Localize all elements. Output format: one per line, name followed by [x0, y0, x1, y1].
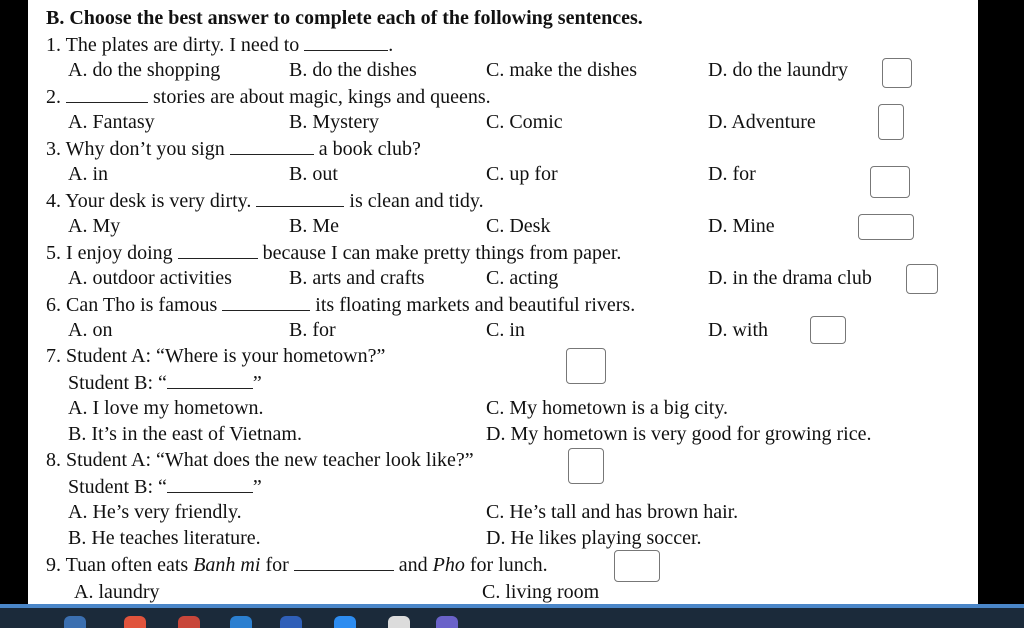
q6-option-a[interactable]: A. on	[68, 319, 113, 341]
answer-blank	[222, 292, 310, 311]
question-3: 3. Why don’t you sign a book club?	[46, 138, 421, 160]
q3-option-b[interactable]: B. out	[289, 163, 338, 185]
q1-option-b[interactable]: B. do the dishes	[289, 59, 417, 81]
question-6: 6. Can Tho is famous its floating markets and beautiful rivers.	[46, 294, 636, 316]
answer-blank	[304, 32, 388, 51]
q5-option-c[interactable]: C. acting	[486, 267, 559, 289]
q7-option-b[interactable]: B. It’s in the east of Vietnam.	[68, 423, 302, 445]
q6-option-d[interactable]: D. with	[708, 319, 768, 341]
app-icon[interactable]	[178, 616, 200, 628]
q4-option-c[interactable]: C. Desk	[486, 215, 551, 237]
question-7: 7. Student A: “Where is your hometown?”	[46, 345, 386, 367]
answer-blank	[66, 84, 148, 103]
q2-option-a[interactable]: A. Fantasy	[68, 111, 155, 133]
answer-blank	[178, 240, 258, 259]
q3-option-c[interactable]: C. up for	[486, 163, 558, 185]
q2-answer-box[interactable]	[878, 104, 904, 140]
answer-blank	[167, 370, 253, 389]
q2-option-d[interactable]: D. Adventure	[708, 111, 816, 133]
answer-blank	[256, 188, 344, 207]
q1-option-c[interactable]: C. make the dishes	[486, 59, 638, 81]
q6-answer-box[interactable]	[810, 316, 846, 344]
q5-option-d[interactable]: D. in the drama club	[708, 267, 872, 289]
q8-answer-box[interactable]	[568, 448, 604, 484]
teams-icon[interactable]	[436, 616, 458, 628]
q2-option-c[interactable]: C. Comic	[486, 111, 563, 133]
q4-option-d[interactable]: D. Mine	[708, 215, 775, 237]
q6-option-c[interactable]: C. in	[486, 319, 525, 341]
q9-option-c[interactable]: C. living room	[482, 581, 600, 603]
question-2: 2. stories are about magic, kings and queens.	[46, 86, 491, 108]
section-title: B. Choose the best answer to complete each of the following sentences.	[46, 7, 643, 29]
question-4: 4. Your desk is very dirty. is clean and tidy.	[46, 190, 484, 212]
word-icon[interactable]	[280, 616, 302, 628]
q1-option-a[interactable]: A. do the shopping	[68, 59, 221, 81]
answer-blank	[167, 474, 253, 493]
q1-option-d[interactable]: D. do the laundry	[708, 59, 848, 81]
q1-answer-box[interactable]	[882, 58, 912, 88]
q8-option-b[interactable]: B. He teaches literature.	[68, 527, 261, 549]
q5-answer-box[interactable]	[906, 264, 938, 294]
q7-option-a[interactable]: A. I love my hometown.	[68, 397, 264, 419]
q5-option-a[interactable]: A. outdoor activities	[68, 267, 232, 289]
q4-answer-box[interactable]	[858, 214, 914, 240]
question-7-response: Student B: “ ”	[68, 372, 262, 394]
question-5: 5. I enjoy doing because I can make pretty things from paper.	[46, 242, 622, 264]
question-8: 8. Student A: “What does the new teacher look like?”	[46, 449, 474, 471]
question-9: 9. Tuan often eats Banh mi for and Pho for lunch.	[46, 554, 548, 576]
answer-blank	[230, 136, 314, 155]
taskbar-accent-strip	[0, 604, 1024, 608]
camera-icon[interactable]	[388, 616, 410, 628]
q5-option-b[interactable]: B. arts and crafts	[289, 267, 425, 289]
taskbar	[0, 604, 1024, 628]
q3-option-d[interactable]: D. for	[708, 163, 756, 185]
q2-option-b[interactable]: B. Mystery	[289, 111, 379, 133]
worksheet-page	[28, 0, 978, 604]
q7-option-c[interactable]: C. My hometown is a big city.	[486, 397, 729, 419]
q4-option-b[interactable]: B. Me	[289, 215, 339, 237]
edge-icon[interactable]	[230, 616, 252, 628]
q8-option-c[interactable]: C. He’s tall and has brown hair.	[486, 501, 739, 523]
q4-option-a[interactable]: A. My	[68, 215, 121, 237]
q3-answer-box[interactable]	[870, 166, 910, 198]
answer-blank	[294, 552, 394, 571]
q3-option-a[interactable]: A. in	[68, 163, 108, 185]
chrome-icon[interactable]	[124, 616, 146, 628]
q7-option-d[interactable]: D. My hometown is very good for growing rice.	[486, 423, 872, 445]
q9-option-a[interactable]: A. laundry	[74, 581, 160, 603]
zalo-icon[interactable]	[334, 616, 356, 628]
mail-icon[interactable]	[64, 616, 86, 628]
question-8-response: Student B: “ ”	[68, 476, 262, 498]
question-1: 1. The plates are dirty. I need to .	[46, 34, 394, 56]
q8-option-d[interactable]: D. He likes playing soccer.	[486, 527, 702, 549]
q9-answer-box[interactable]	[614, 550, 660, 582]
q6-option-b[interactable]: B. for	[289, 319, 336, 341]
q8-option-a[interactable]: A. He’s very friendly.	[68, 501, 242, 523]
q7-answer-box[interactable]	[566, 348, 606, 384]
